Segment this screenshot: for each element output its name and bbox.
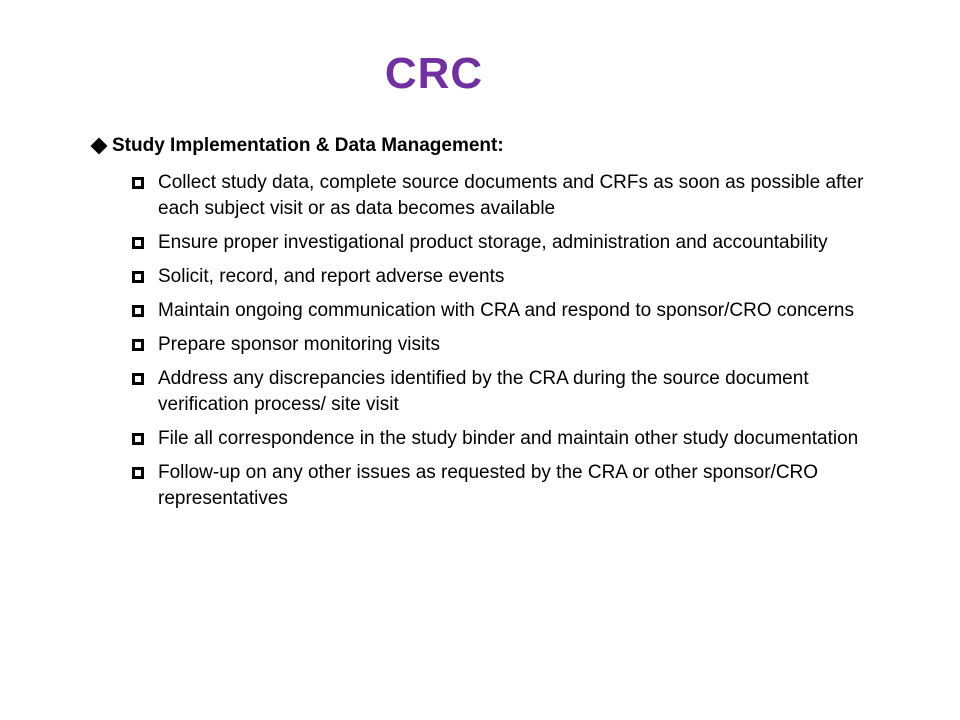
square-bullet-icon [130,264,158,290]
square-bullet-icon [130,230,158,256]
diamond-icon [90,133,112,159]
square-bullet-icon [130,332,158,358]
bullet-list [130,170,870,520]
bullet-item [130,298,870,324]
bullet-item [130,332,870,358]
bullet-text: File all correspondence in the study binder and maintain other study documentation [158,428,859,449]
bullet-item [130,230,870,256]
bullet-text: Prepare sponsor monitoring visits [158,334,440,355]
bullet-text: Solicit, record, and report adverse events [158,266,505,287]
bullet-text: Follow-up on any other issues as requested by the CRA or other sponsor/CRO representatives [158,462,819,509]
slide-title: CRC [384,49,484,98]
square-bullet-icon [130,366,158,392]
bullet-item [130,366,870,418]
square-bullet-icon [130,426,158,452]
bullet-text: Maintain ongoing communication with CRA and respond to sponsor/CRO concerns [158,300,854,321]
bullet-text: Address any discrepancies identified by the CRA during the source document verification process/ site visit [158,368,809,415]
square-bullet-icon [130,170,158,196]
bullet-item [130,170,870,222]
section-heading-text: Study Implementation & Data Management: [112,135,504,156]
bullet-text: Ensure proper investigational product storage, administration and accountability [158,232,828,253]
section-heading [90,131,910,161]
bullet-item [130,426,870,452]
bullet-text: Collect study data, complete source documents and CRFs as soon as possible after each subject visit or as data becomes available [158,172,864,219]
bullet-item [130,460,870,512]
bullet-item [130,264,870,290]
square-bullet-icon [130,298,158,324]
square-bullet-icon [130,460,158,486]
